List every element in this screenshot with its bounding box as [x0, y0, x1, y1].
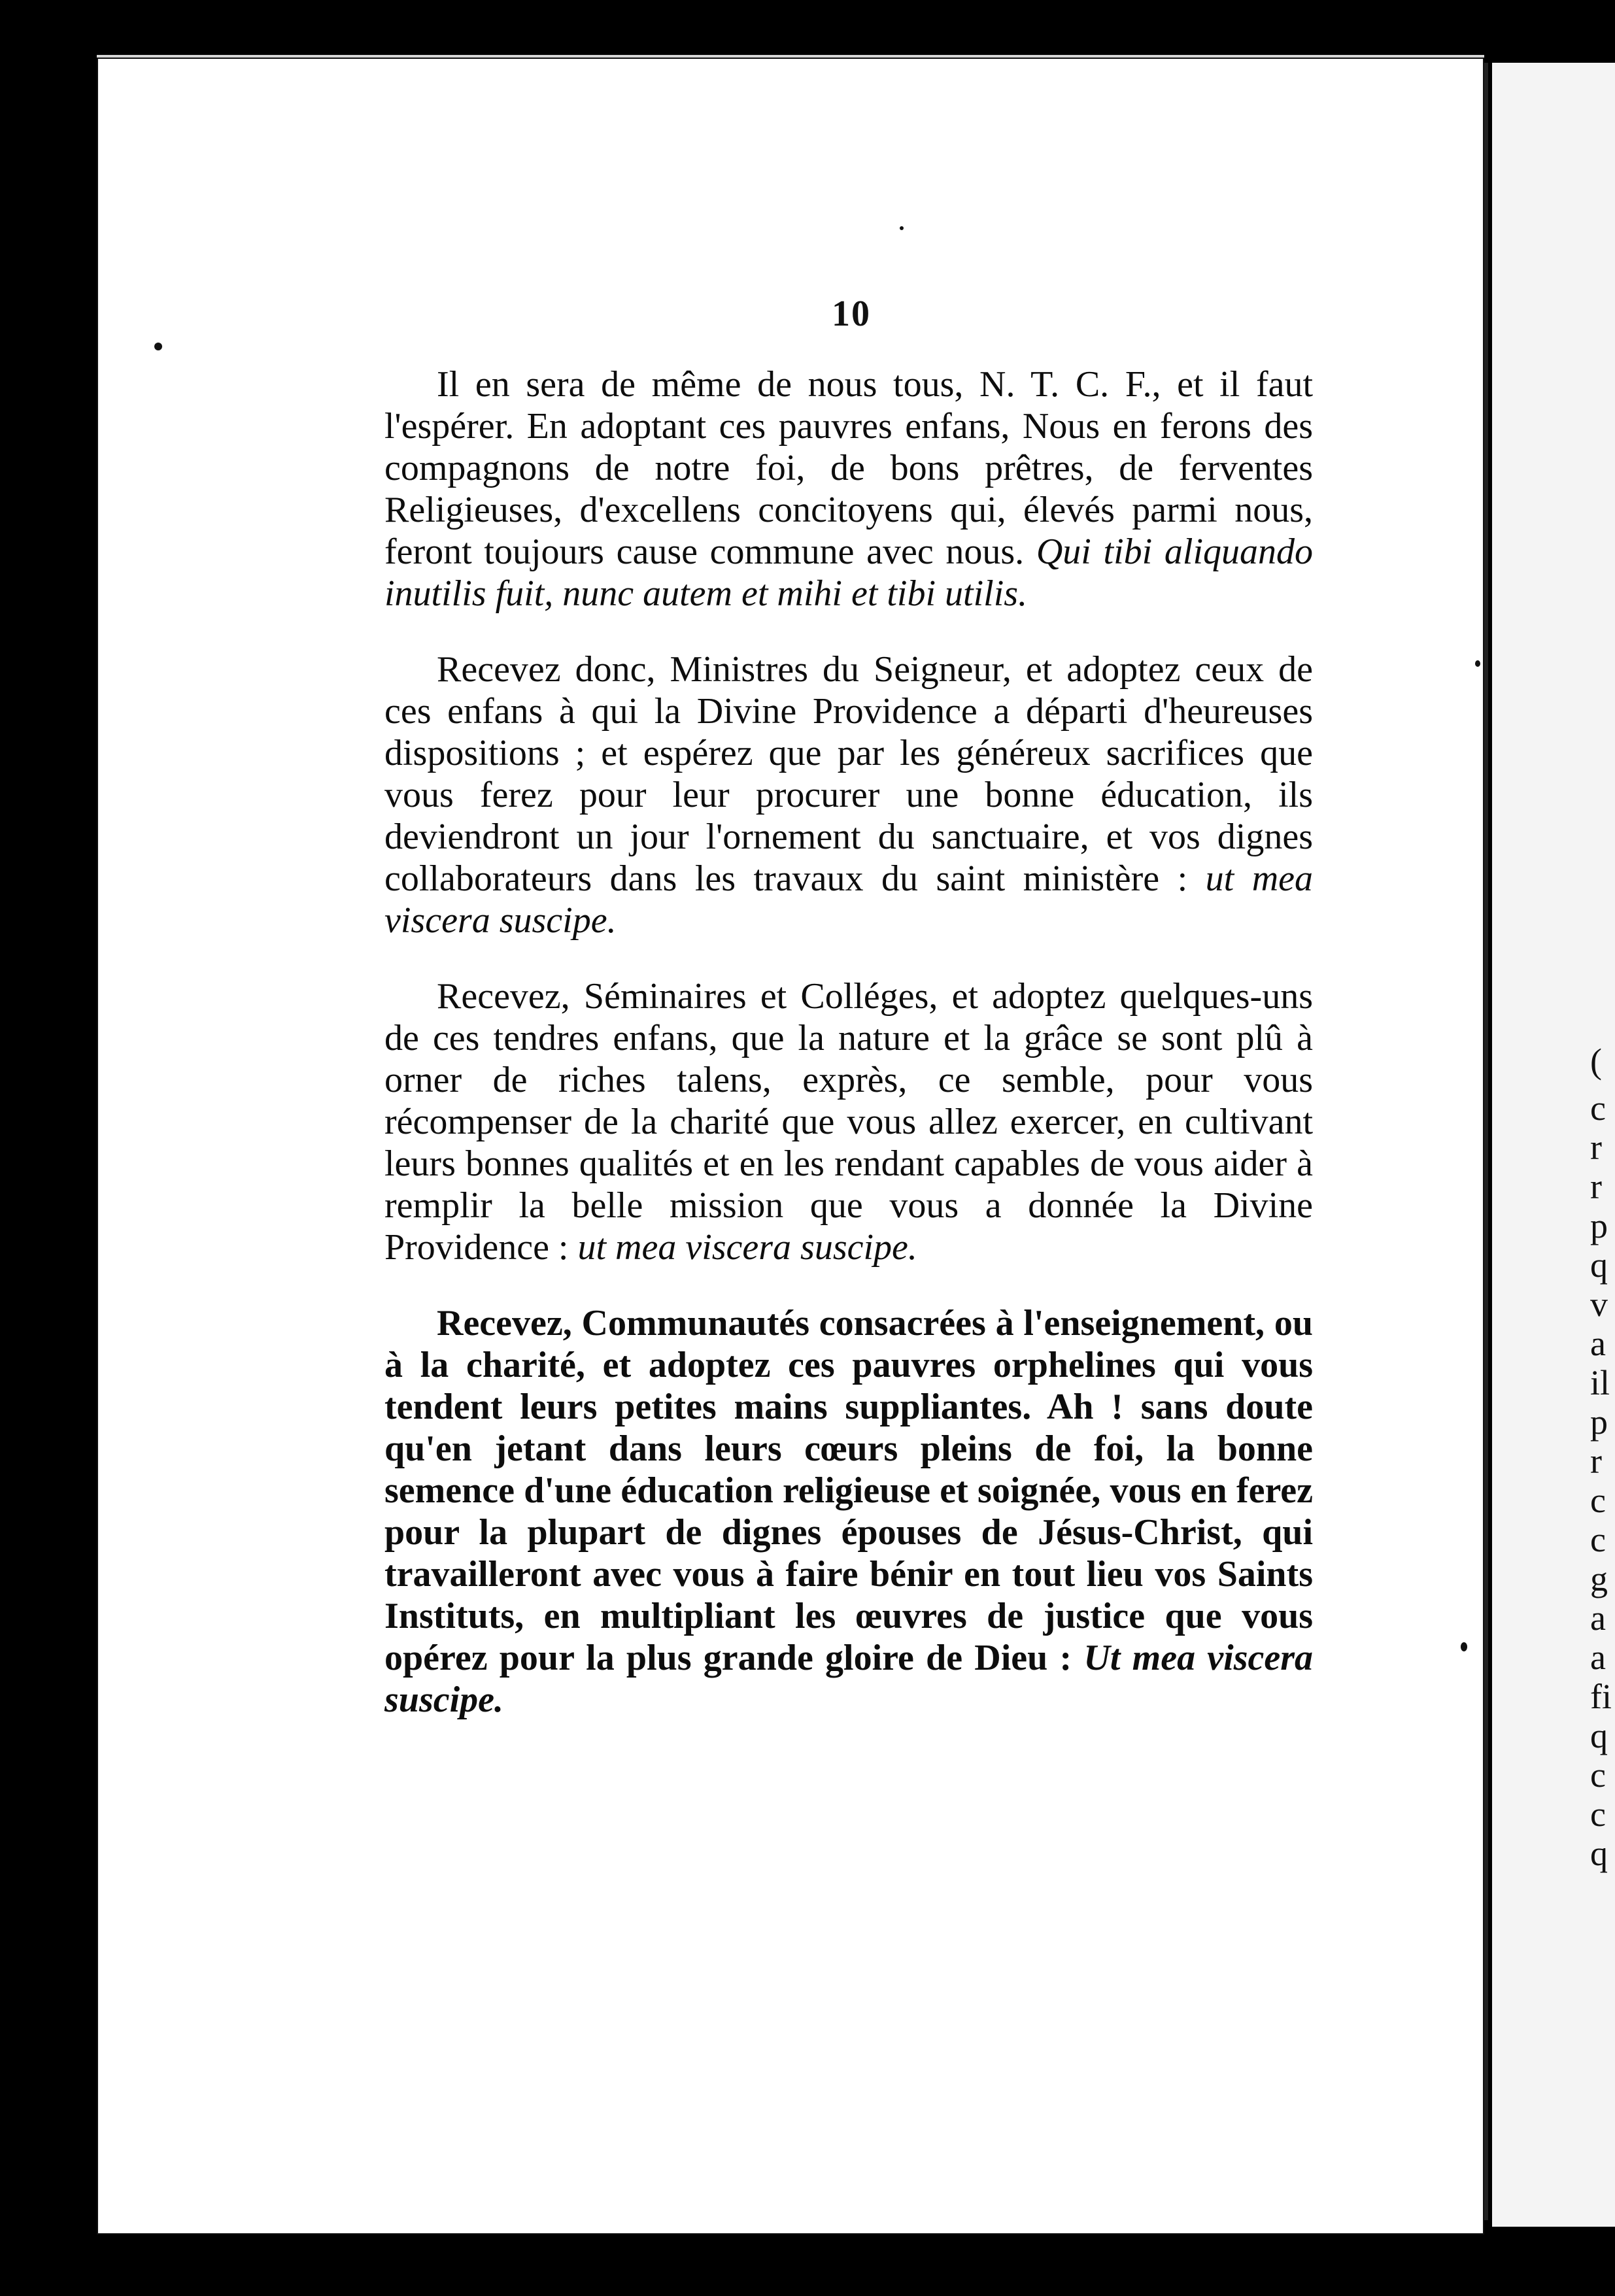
paragraph [384, 975, 1313, 1268]
latin-quote: Ut mea viscera suscipe. [384, 1638, 1314, 1720]
facing-page-fragment: il [1590, 1363, 1610, 1402]
facing-page-fragment: p [1590, 1206, 1608, 1245]
facing-page-fragment: p [1590, 1402, 1608, 1442]
facing-page-fragment: q [1590, 1834, 1608, 1873]
page-gutter-line [1484, 63, 1488, 2220]
facing-page-fragment: a [1590, 1324, 1606, 1363]
facing-page-fragment: v [1590, 1285, 1608, 1324]
page-number: 10 [832, 294, 871, 334]
facing-page-fragment: q [1590, 1716, 1608, 1755]
facing-page-fragment: c [1590, 1089, 1606, 1128]
latin-quote: Qui tibi aliquando inutilis fuit, nunc autem et mihi et tibi utilis. [384, 532, 1313, 614]
latin-quote: ut mea viscera suscipe. [577, 1227, 917, 1268]
paragraph-text: Il en sera de même de nous tous, N. T. C. F., et il faut l'espérer. En adoptant ces pauvres enfans, Nous en ferons des compagnons de notre foi, de bons prêtres, de ferventes Religieuses, d'excellens concitoyens qui, élevés parmi nous, feront toujours cause commune avec nous. [384, 364, 1313, 572]
facing-page-fragment: q [1590, 1245, 1608, 1285]
facing-page-edge [1492, 63, 1615, 2227]
paragraph [384, 363, 1313, 615]
facing-page-fragment: g [1590, 1559, 1608, 1598]
paragraph-text: Recevez donc, Ministres du Seigneur, et adoptez ceux de ces enfans à qui la Divine Providence a départi d'heureuses dispositions ; et espérez que par les généreux sacrifices que vous ferez pour leur procurer une bonne éducation, ils deviendront un jour l'ornement du sanctuaire, et vos dignes collaborateurs dans les travaux du saint ministère : [384, 649, 1313, 899]
facing-page-fragment: c [1590, 1481, 1606, 1520]
facing-page-fragment: c [1590, 1520, 1606, 1559]
facing-page-fragment: r [1590, 1128, 1602, 1167]
facing-page-fragment: a [1590, 1638, 1606, 1677]
facing-page-fragment: c [1590, 1755, 1606, 1795]
ink-speck [1461, 1642, 1467, 1651]
facing-page-fragment: ( [1590, 1041, 1602, 1081]
paragraph-text: Recevez, Communautés consacrées à l'enseignement, ou à la charité, et adoptez ces pauvres orphelines qui vous tendent leurs petites mains suppliantes. Ah ! sans doute qu'en jetant dans leurs cœurs pleins de foi, la bonne semence d'une éducation religieuse et soignée, vous en ferez pour la plupart de dignes épouses de Jésus-Christ, qui travailleront avec vous à faire bénir en tout lieu vos Saints Instituts, en multipliant les œuvres de justice que vous opérez pour la plus grande gloire de Dieu : [384, 1303, 1313, 1678]
facing-page-fragment: fi [1590, 1677, 1612, 1716]
ink-speck [1475, 660, 1480, 667]
paragraph-text: Recevez, Séminaires et Colléges, et adoptez quelques-uns de ces tendres enfans, que la nature et la grâce se sont plû à orner de riches talens, exprès, ce semble, pour vous récompenser de la charité que vous allez exercer, en cultivant leurs bonnes qualités et en les rendant capables de vous aider à remplir la belle mission que vous a donnée la Divine Providence : [384, 976, 1313, 1268]
facing-page-fragment: a [1590, 1598, 1606, 1638]
latin-quote: ut mea viscera suscipe. [384, 858, 1314, 941]
facing-page-fragment: r [1590, 1442, 1602, 1481]
ink-speck [154, 343, 162, 350]
ink-speck [900, 226, 904, 230]
body-text [384, 363, 1313, 1755]
paragraph [384, 649, 1313, 941]
facing-page-fragment: c [1590, 1795, 1606, 1834]
paragraph [384, 1302, 1313, 1721]
facing-page-fragment: r [1590, 1167, 1602, 1206]
